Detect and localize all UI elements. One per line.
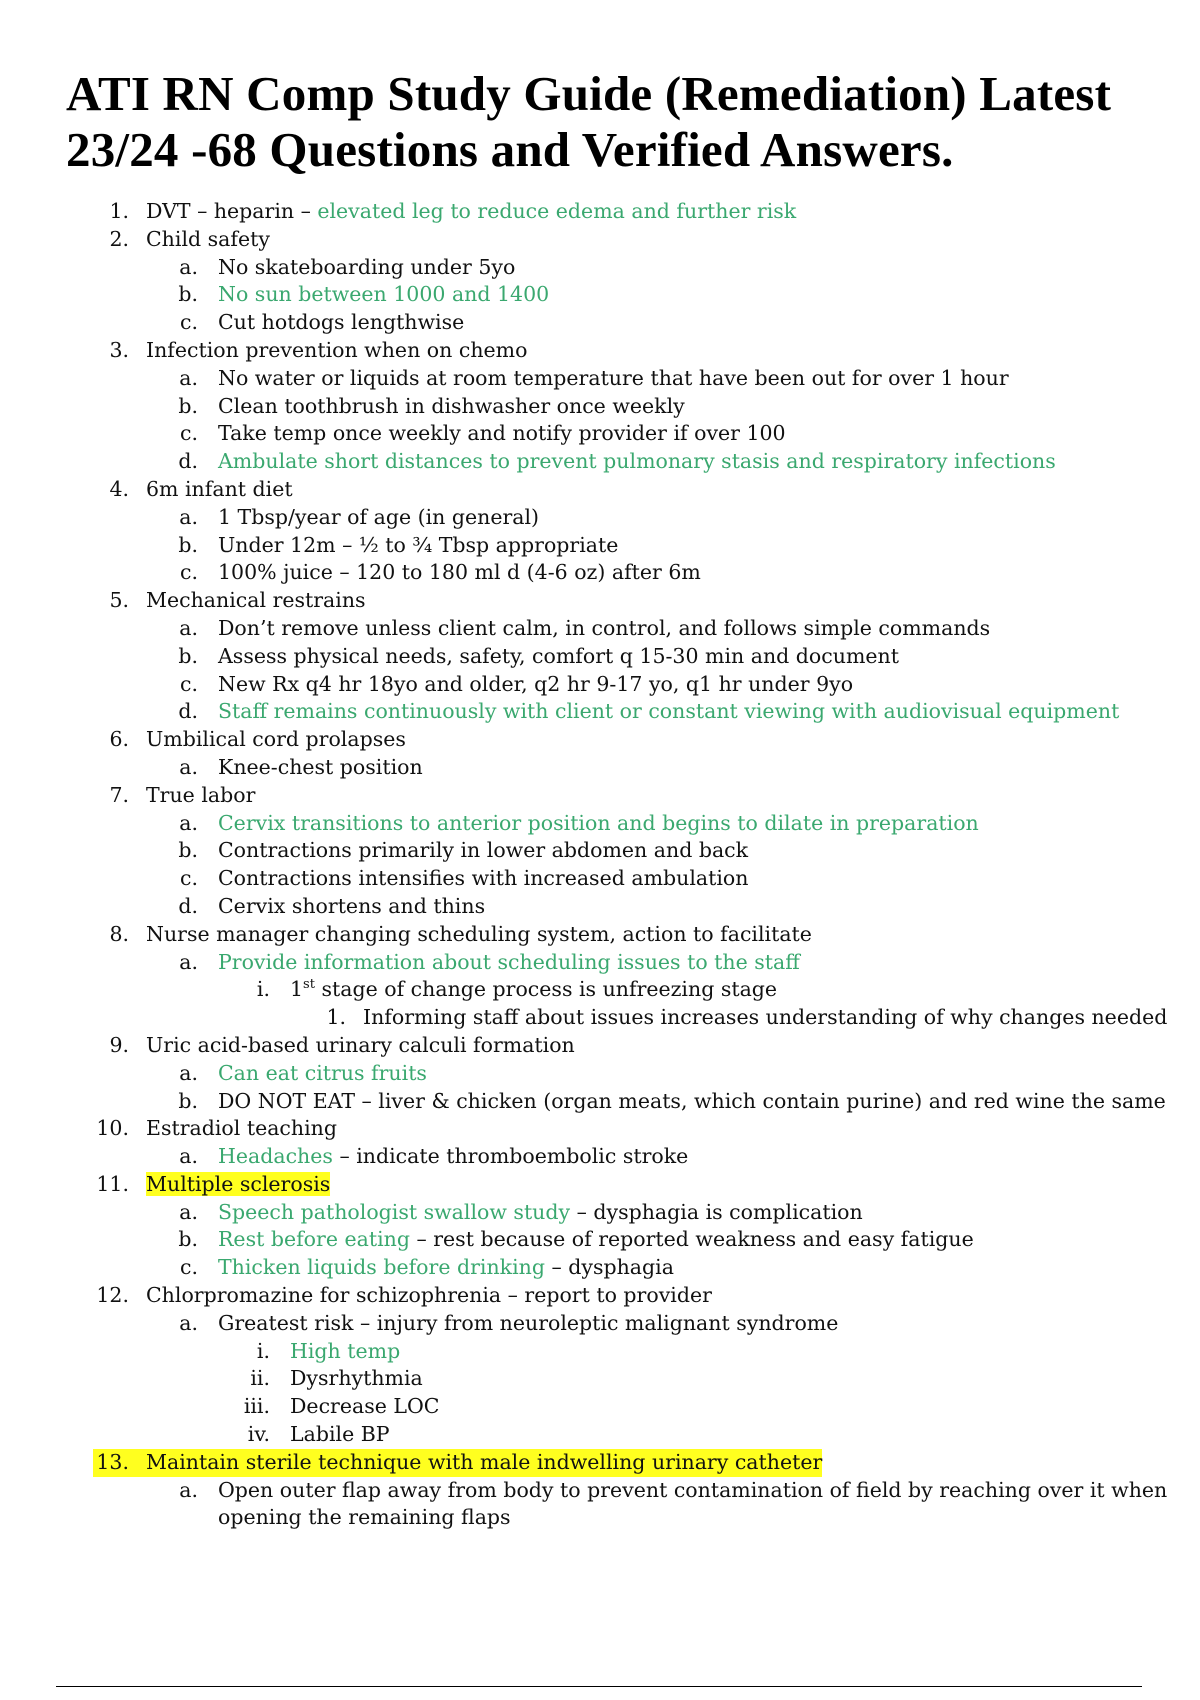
- list-item-text: [290, 1338, 400, 1366]
- list-item: [0, 309, 1200, 337]
- highlighted-text: Multiple sclerosis: [146, 1171, 331, 1196]
- item-text: Don’t remove unless client calm, in control, and follows simple commands: [218, 615, 991, 640]
- list-item-text: [218, 254, 515, 282]
- item-text: Infection prevention when on chemo: [146, 337, 528, 362]
- item-text: Take temp once weekly and notify provider if over 100: [218, 421, 786, 446]
- list-item-text: [218, 893, 485, 921]
- list-item-text: [146, 587, 366, 615]
- footer-rule: [56, 1686, 1142, 1687]
- item-text: Labile BP: [290, 1422, 390, 1447]
- list-marker: c.: [180, 560, 198, 585]
- list-marker: 9.: [109, 1032, 129, 1057]
- item-text: opening the remaining flaps: [218, 1505, 511, 1530]
- list-marker: ii.: [250, 1366, 270, 1391]
- list-item-text: [146, 1032, 575, 1060]
- list-item: [0, 893, 1200, 921]
- list-item: [0, 476, 1200, 504]
- list-marker: a.: [179, 365, 198, 390]
- list-item-text: [146, 1171, 330, 1199]
- answer-text: Speech pathologist swallow study: [218, 1199, 571, 1224]
- item-text: Under 12m – ½ to ¾ Tbsp appropriate: [218, 532, 619, 557]
- list-item: [0, 1115, 1200, 1143]
- list-item-text: [218, 837, 748, 865]
- list-item-text: [146, 726, 406, 754]
- list-item: [0, 559, 1200, 587]
- item-text: Contractions intensifies with increased ambulation: [218, 866, 749, 891]
- list-item-text: [218, 393, 685, 421]
- item-text: – dysphagia is complication: [570, 1199, 863, 1224]
- list-marker: a.: [179, 754, 198, 779]
- list-item: [0, 1504, 1200, 1532]
- list-item-text: [146, 921, 812, 949]
- answer-text: Rest before eating: [218, 1227, 410, 1252]
- list-item: [0, 976, 1200, 1004]
- list-marker: 6.: [109, 727, 129, 752]
- title-line-1: ATI RN Comp Study Guide (Remediation) Latest: [66, 66, 1112, 121]
- list-marker: c.: [180, 866, 198, 891]
- list-marker: a.: [179, 504, 198, 529]
- item-text: Chlorpromazine for schizophrenia – report to provider: [146, 1283, 712, 1308]
- list-item: [0, 1421, 1200, 1449]
- list-item: [0, 1365, 1200, 1393]
- list-item-text: [218, 448, 1056, 476]
- list-item: [0, 226, 1200, 254]
- list-item-text: [290, 1393, 439, 1421]
- item-text: New Rx q4 hr 18yo and older, q2 hr 9-17 yo, q1 hr under 9yo: [218, 671, 854, 696]
- list-marker: a.: [179, 810, 198, 835]
- list-item: [0, 754, 1200, 782]
- document-title: [66, 66, 1186, 178]
- list-item-text: [146, 782, 255, 810]
- item-text: Open outer flap away from body to prevent contamination of field by reaching over it when: [218, 1477, 1168, 1502]
- highlighted-text: Maintain sterile technique with male indwelling urinary catheter: [146, 1449, 823, 1474]
- item-text: Decrease LOC: [290, 1394, 440, 1419]
- list-item: [0, 393, 1200, 421]
- list-item-text: [218, 1143, 688, 1171]
- list-marker: 8.: [109, 921, 129, 946]
- item-text: Greatest risk – injury from neuroleptic malignant syndrome: [218, 1310, 839, 1335]
- list-marker: a.: [179, 1144, 198, 1169]
- list-item-text: [218, 615, 990, 643]
- list-marker: a.: [179, 949, 198, 974]
- list-item-text: [146, 337, 527, 365]
- list-item-text: [218, 643, 899, 671]
- answer-text: Staff remains continuously with client or constant viewing with audiovisual equipment: [218, 699, 1120, 724]
- item-text: – indicate thromboembolic stroke: [332, 1144, 689, 1169]
- list-item-text: [218, 754, 423, 782]
- list-marker: 12.: [96, 1283, 129, 1308]
- answer-text: Headaches: [218, 1144, 333, 1169]
- list-item: [0, 1477, 1200, 1505]
- answer-text: Cervix transitions to anterior position and begins to dilate in preparation: [218, 810, 979, 835]
- item-text: Cervix shortens and thins: [218, 893, 486, 918]
- list-marker: c.: [180, 1255, 198, 1280]
- answer-text: elevated leg to reduce edema and further risk: [317, 199, 797, 223]
- list-marker: d.: [178, 699, 198, 724]
- list-item-text: [218, 1477, 1167, 1505]
- list-item-text: [218, 1199, 863, 1227]
- list-marker: b.: [178, 532, 198, 557]
- item-text: Clean toothbrush in dishwasher once weekly: [218, 393, 685, 418]
- list-marker: b.: [178, 1227, 198, 1252]
- list-item-text: [218, 281, 549, 309]
- list-item: [0, 671, 1200, 699]
- list-item: [0, 782, 1200, 810]
- item-text: Dysrhythmia: [290, 1366, 423, 1391]
- item-text: Estradiol teaching: [146, 1116, 337, 1141]
- list-item: [0, 643, 1200, 671]
- list-item: [0, 198, 1200, 226]
- list-item: [0, 1226, 1200, 1254]
- list-item: [0, 1004, 1200, 1032]
- title-line-2: 23/24 -68 Questions and Verified Answers.: [66, 122, 954, 177]
- list-marker: 1.: [326, 1005, 346, 1030]
- list-item-text: [218, 420, 786, 448]
- item-text: Knee-chest position: [218, 754, 423, 779]
- list-item: [0, 698, 1200, 726]
- list-item: [0, 921, 1200, 949]
- item-text: True labor: [146, 782, 256, 807]
- item-text: Uric acid-based urinary calculi formation: [146, 1032, 575, 1057]
- list-item-text: [218, 309, 464, 337]
- item-text: 6m infant diet: [146, 476, 293, 501]
- list-item: [0, 1032, 1200, 1060]
- item-text: stage of change process is unfreezing stage: [314, 977, 778, 1002]
- answer-text: High temp: [290, 1338, 401, 1363]
- list-marker: a.: [179, 1310, 198, 1335]
- list-marker: b.: [178, 1088, 198, 1113]
- list-marker: iii.: [243, 1394, 270, 1419]
- list-item-text: [218, 1088, 1166, 1116]
- item-text: Mechanical restrains: [146, 588, 366, 613]
- item-text: DVT – heparin –: [146, 199, 318, 223]
- list-item-text: [218, 671, 853, 699]
- list-item: [0, 1282, 1200, 1310]
- list-item-text: [146, 1282, 712, 1310]
- superscript-text: st: [303, 977, 315, 993]
- list-item: [0, 810, 1200, 838]
- list-item: [0, 337, 1200, 365]
- study-guide-list: [0, 198, 1200, 1532]
- answer-text: Can eat citrus fruits: [218, 1060, 427, 1085]
- list-item: [0, 420, 1200, 448]
- list-item: [0, 865, 1200, 893]
- list-marker: 1.: [109, 199, 129, 223]
- answer-text: Thicken liquids before drinking: [218, 1255, 545, 1280]
- list-marker: 4.: [109, 476, 129, 501]
- item-text: 100% juice – 120 to 180 ml d (4-6 oz) after 6m: [218, 560, 701, 585]
- item-text: 1: [290, 977, 304, 1002]
- list-item: [0, 448, 1200, 476]
- item-text: Cut hotdogs lengthwise: [218, 310, 465, 335]
- list-item-text: [218, 1226, 974, 1254]
- list-item: [0, 1449, 1200, 1477]
- item-text: Nurse manager changing scheduling system, action to facilitate: [146, 921, 812, 946]
- list-marker: a.: [179, 1477, 198, 1502]
- list-item-text: [218, 810, 979, 838]
- list-item: [0, 726, 1200, 754]
- list-marker: b.: [178, 282, 198, 307]
- list-marker: i.: [256, 1338, 270, 1363]
- list-marker: a.: [179, 254, 198, 279]
- item-text: DO NOT EAT – liver & chicken (organ meats, which contain purine) and red wine the same: [218, 1088, 1166, 1113]
- item-text: Informing staff about issues increases understanding of why changes needed: [363, 1005, 1168, 1030]
- list-marker: 5.: [109, 588, 129, 613]
- list-item-text: [290, 1365, 423, 1393]
- list-item-text: [218, 1060, 427, 1088]
- list-item-text: [146, 198, 796, 226]
- list-marker: c.: [180, 310, 198, 335]
- list-marker: b.: [178, 838, 198, 863]
- item-text: No water or liquids at room temperature that have been out for over 1 hour: [218, 365, 1009, 390]
- list-marker: a.: [179, 1199, 198, 1224]
- list-item: [0, 1310, 1200, 1338]
- list-marker: 2.: [109, 226, 129, 251]
- list-item-text: [146, 1115, 337, 1143]
- list-item-text: [129, 1449, 822, 1477]
- list-item: [0, 1143, 1200, 1171]
- list-marker: 3.: [109, 337, 129, 362]
- list-item: [0, 365, 1200, 393]
- item-text: Contractions primarily in lower abdomen and back: [218, 838, 749, 863]
- item-text: – dysphagia: [544, 1255, 674, 1280]
- answer-text: Ambulate short distances to prevent pulmonary stasis and respiratory infections: [218, 449, 1056, 474]
- list-marker: c.: [180, 671, 198, 696]
- item-text: Assess physical needs, safety, comfort q 15-30 min and document: [218, 643, 899, 668]
- list-item-text: [218, 865, 748, 893]
- list-item: [0, 1199, 1200, 1227]
- list-marker: c.: [180, 421, 198, 446]
- list-marker: a.: [179, 615, 198, 640]
- list-item: [0, 504, 1200, 532]
- list-item: [0, 1171, 1200, 1199]
- list-marker: 11.: [96, 1171, 129, 1196]
- item-text: Umbilical cord prolapses: [146, 727, 406, 752]
- list-item-text: [218, 1254, 674, 1282]
- list-item-text: [363, 1004, 1167, 1032]
- list-marker: d.: [178, 893, 198, 918]
- list-item-text: [218, 504, 539, 532]
- list-item-text: [218, 1504, 511, 1532]
- list-item-text: [290, 1421, 390, 1449]
- list-marker: i.: [256, 977, 270, 1002]
- list-marker: d.: [178, 449, 198, 474]
- list-item-text: [218, 559, 701, 587]
- list-item: [0, 1338, 1200, 1366]
- list-item: [0, 1393, 1200, 1421]
- item-text: Child safety: [146, 226, 270, 251]
- item-text: – rest because of reported weakness and easy fatigue: [409, 1227, 974, 1252]
- answer-text: No sun between 1000 and 1400: [218, 282, 550, 307]
- list-item-text: [218, 532, 618, 560]
- item-text: No skateboarding under 5yo: [218, 254, 516, 279]
- list-item: [0, 1088, 1200, 1116]
- list-item: [0, 587, 1200, 615]
- list-item-text: [146, 226, 270, 254]
- item-text: 1 Tbsp/year of age (in general): [218, 504, 540, 529]
- list-item: [0, 1254, 1200, 1282]
- list-marker: b.: [178, 393, 198, 418]
- list-item-text: [218, 365, 1009, 393]
- list-item: [0, 615, 1200, 643]
- list-item: [0, 837, 1200, 865]
- list-item-text: [218, 698, 1119, 726]
- list-marker: 10.: [96, 1116, 129, 1141]
- list-item-text: [290, 976, 777, 1004]
- list-item: [0, 949, 1200, 977]
- list-item-text: [218, 1310, 838, 1338]
- list-item-text: [146, 476, 293, 504]
- list-item: [0, 281, 1200, 309]
- list-marker: 7.: [109, 782, 129, 807]
- list-item-text: [218, 949, 800, 977]
- list-marker: a.: [179, 1060, 198, 1085]
- list-item: [0, 254, 1200, 282]
- list-item: [0, 1060, 1200, 1088]
- list-marker: b.: [178, 643, 198, 668]
- answer-text: Provide information about scheduling issues to the staff: [218, 949, 800, 974]
- list-item: [0, 532, 1200, 560]
- list-marker: 13.: [93, 1449, 129, 1477]
- list-marker: iv.: [247, 1422, 270, 1447]
